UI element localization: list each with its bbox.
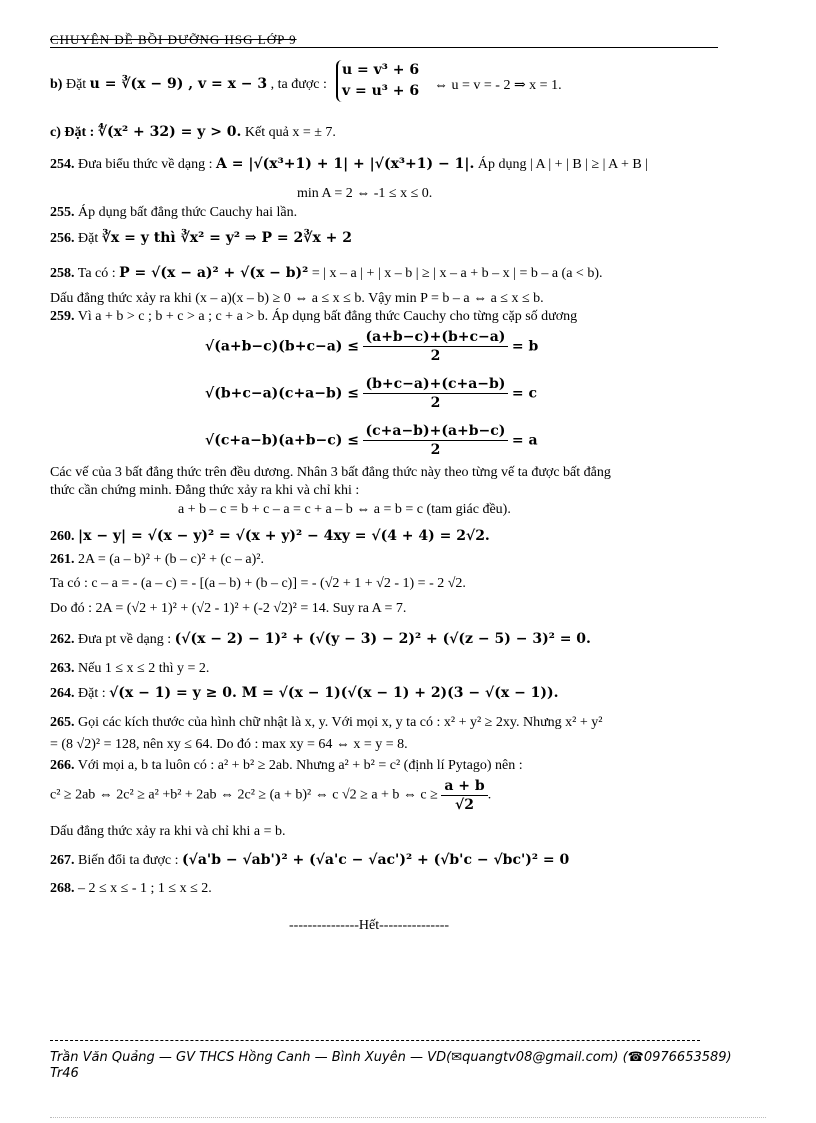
problem-266-line3: Dấu đẳng thức xảy ra khi và chỉ khi a = b. (50, 824, 286, 839)
ineq-right: = c (511, 385, 538, 402)
problem-number: 259. (50, 309, 75, 324)
ineq-left: √(b+c−a)(c+a−b) ≤ (205, 385, 359, 402)
item-b-sub: u = ∛(x − 9) , v = x − 3 (89, 76, 268, 92)
problem-256 (50, 229, 352, 248)
item-c-expr: ∜(x² + 32) = y > 0. (97, 124, 242, 140)
mail-icon: ✉ (451, 1050, 463, 1065)
problem-254-min: min A = 2 ⇔ -1 ≤ x ≤ 0. (297, 186, 433, 201)
math-expr: |x − y| = √(x − y)² = √(x + y)² − 4xy = √(4 + 4) = 2√2. (78, 528, 490, 544)
problem-255 (50, 204, 297, 222)
problem-258 (50, 264, 603, 283)
problem-259-line3: a + b – c = b + c – a = c + a – b ⇔ a = b = c (tam giác đều). (178, 502, 511, 517)
item-c-result: Kết quả x = ± 7. (244, 125, 336, 140)
problem-number: 263. (50, 661, 75, 676)
item-b-text: Đặt (65, 77, 87, 92)
ineq-right: = b (511, 338, 539, 355)
problem-265-line2: = (8 √2)² = 128, nên xy ≤ 64. Do đó : max xy = 64 ⇔ x = y = 8. (50, 737, 408, 752)
sys-line-2: v = u³ + 6 (342, 83, 420, 99)
problem-number: 265. (50, 715, 75, 730)
problem-text: Nếu 1 ≤ x ≤ 2 thì y = 2. (78, 661, 210, 676)
footer-phone: 0976653589) (643, 1050, 732, 1065)
frac-num: (a+b−c)+(b+c−a) (363, 328, 509, 347)
ineq-left: √(c+a−b)(a+b−c) ≤ (205, 432, 359, 449)
ineq-2 (205, 375, 537, 412)
problem-text: Gọi các kích thước của hình chữ nhật là x, y. Với mọi x, y ta có : x² + y² ≥ 2xy. Nhưng x² + y² (78, 715, 603, 730)
problem-text: Biến đổi ta được : (78, 853, 179, 868)
problem-text: Với mọi a, b ta luôn có : a² + b² ≥ 2ab. Nhưng a² + b² = c² (định lí Pytago) nên : (77, 758, 523, 773)
problem-text: 2A = (a – b)² + (b – c)² + (c – a)². (78, 552, 264, 567)
frac-num: a + b (441, 777, 487, 796)
ineq-3 (205, 422, 538, 459)
problem-258-line2: Dấu đẳng thức xảy ra khi (x – a)(x – b) ≥ 0 ⇔ a ≤ x ≤ b. Vậy min P = b – a ⇔ a ≤ x ≤ b. (50, 291, 544, 306)
frac-den: 2 (430, 395, 441, 411)
math-expr: (√(x − 2) − 1)² + (√(y − 3) − 2)² + (√(z − 5) − 3)² = 0. (174, 631, 591, 647)
frac-num: (c+a−b)+(a+b−c) (363, 422, 509, 441)
ineq-right: = a (511, 432, 538, 449)
phone-icon: ☎ (627, 1050, 644, 1065)
problem-266-line2: c² ≥ 2ab ⇔ 2c² ≥ a² +b² + 2ab ⇔ 2c² ≥ (a + b)² ⇔ c √2 ≥ a + b ⇔ c ≥ $\frac{a + b}{√2}$ . (50, 778, 492, 813)
item-b-label: b) (50, 77, 63, 92)
bottom-rule (50, 1117, 766, 1118)
problem-number: 264. (50, 686, 75, 701)
problem-number: 266. (50, 758, 75, 773)
footer-author: Trần Văn Quảng — GV THCS Hồng Canh — Bình Xuyên — VD( (50, 1050, 452, 1065)
ineq-1 (205, 328, 538, 365)
frac-den: √2 (455, 797, 474, 813)
problem-261-line2: Ta có : c – a = - (a – c) = - [(a – b) + (b – c)] = - (√2 + 1 + √2 - 1) = - 2 √2. (50, 576, 466, 591)
page-header: CHUYÊN ĐỀ BỒI DƯỠNG HSG LỚP 9 (50, 33, 718, 48)
problem-number: 261. (50, 552, 75, 567)
math-expr: ∛x = y thì ∛x² = y² ⇒ P = 2∛x + 2 (101, 230, 353, 246)
math-expr: A = |√(x³+1) + 1| + |√(x³+1) − 1|. (216, 156, 475, 172)
problem-text: Đặt : (78, 686, 106, 701)
item-b (50, 75, 327, 94)
footer-divider (50, 1040, 700, 1041)
footer-email: quangtv08@gmail.com (462, 1050, 614, 1065)
end-marker: ---------------Hết--------------- (289, 918, 450, 933)
footer-sep: ) ( (613, 1050, 628, 1065)
problem-text: = | x – a | + | x – b | ≥ | x – a + b – x | = b – a (a < b). (311, 266, 603, 281)
problem-260 (50, 527, 490, 546)
problem-number: 258. (50, 266, 75, 281)
problem-266 (50, 757, 523, 775)
problem-text: Vì a + b > c ; b + c > a ; c + a > b. Áp dụng bất đẳng thức Cauchy cho từng cặp số dương (77, 309, 578, 324)
problem-text: Đưa biểu thức về dạng : (78, 157, 213, 172)
item-c-label: c) Đặt : (50, 125, 95, 140)
ineq-left: √(a+b−c)(b+c−a) ≤ (205, 338, 359, 355)
problem-263 (50, 660, 209, 678)
problem-number: 254. (50, 157, 75, 172)
problem-number: 262. (50, 632, 75, 647)
problem-268 (50, 880, 212, 898)
problem-number: 267. (50, 853, 75, 868)
problem-261 (50, 551, 264, 569)
frac-num: (b+c−a)+(c+a−b) (363, 375, 509, 394)
item-b-result: ⇔ u = v = - 2 ⇒ x = 1. (434, 78, 562, 93)
problem-number: 268. (50, 881, 75, 896)
problem-259 (50, 308, 577, 326)
problem-text: – 2 ≤ x ≤ - 1 ; 1 ≤ x ≤ 2. (78, 881, 212, 896)
problem-267 (50, 851, 569, 870)
problem-text: Ta có : (77, 266, 116, 281)
problem-number: 260. (50, 529, 75, 544)
item-b-system (336, 60, 419, 102)
problem-254 (50, 155, 648, 174)
problem-text: Đặt (78, 231, 99, 246)
problem-259-line1: Các vế của 3 bất đẳng thức trên đều dương. Nhân 3 bất đẳng thức này theo từng vế ta được bất đẳng (50, 465, 611, 480)
sys-line-1: u = v³ + 6 (342, 62, 420, 78)
problem-text: Đưa pt về dạng : (78, 632, 172, 647)
math-expr: √(x − 1) = y ≥ 0. M = √(x − 1)(√(x − 1) + 2)(3 − √(x − 1)). (109, 685, 559, 701)
item-b-text2: , ta được : (270, 77, 327, 92)
problem-259-line2: thức cần chứng minh. Đẳng thức xảy ra khi và chỉ khi : (50, 483, 360, 498)
problem-number: 255. (50, 205, 75, 220)
problem-265 (50, 714, 602, 732)
problem-264 (50, 684, 559, 703)
item-c (50, 123, 336, 142)
problem-text: c² ≥ 2ab ⇔ 2c² ≥ a² +b² + 2ab ⇔ 2c² ≥ (a + b)² ⇔ c √2 ≥ a + b ⇔ c ≥ (50, 787, 438, 803)
problem-text: Áp dụng | A | + | B | ≥ | A + B | (477, 157, 649, 172)
problem-text: Áp dụng bất đẳng thức Cauchy hai lần. (78, 205, 298, 220)
problem-number: 256. (50, 231, 75, 246)
frac-den: 2 (430, 348, 441, 364)
problem-262 (50, 630, 591, 649)
math-expr: P = √(x − a)² + √(x − b)² (119, 265, 309, 281)
problem-261-line3: Do đó : 2A = (√2 + 1)² + (√2 - 1)² + (-2 √2)² = 14. Suy ra A = 7. (50, 601, 407, 616)
math-expr: (√a'b − √ab')² + (√a'c − √ac')² + (√b'c − √bc')² = 0 (182, 852, 570, 868)
page-number: Tr46 (50, 1066, 79, 1081)
frac-den: 2 (430, 442, 441, 458)
footer (50, 1050, 732, 1082)
